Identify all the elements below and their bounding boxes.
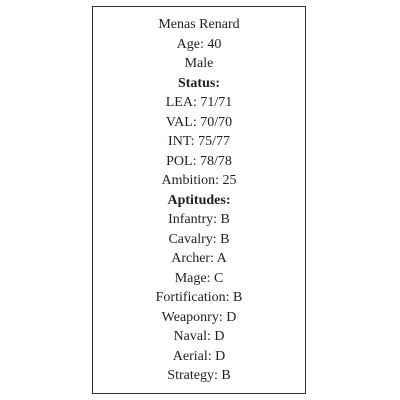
status-ambition: Ambition: 25 — [161, 173, 237, 188]
character-age: Age: 40 — [176, 36, 222, 52]
aptitude-infantry: Infantry: B — [168, 212, 230, 227]
aptitude-archer: Archer: A — [171, 251, 227, 266]
character-gender: Male — [184, 56, 214, 71]
aptitude-aerial: Aerial: D — [172, 348, 226, 364]
status-pol: POL: 78/78 — [166, 153, 232, 169]
aptitude-naval: Naval: D — [173, 329, 225, 344]
character-card — [92, 6, 306, 394]
aptitude-cavalry: Cavalry: B — [168, 231, 230, 247]
aptitude-weaponry: Weaponry: D — [161, 309, 237, 325]
status-val: VAL: 70/70 — [165, 114, 233, 130]
status-lea: LEA: 71/71 — [165, 95, 233, 110]
aptitude-fortification: Fortification: B — [155, 290, 243, 305]
aptitudes-heading: Aptitudes: — [167, 192, 231, 208]
aptitude-mage: Mage: C — [174, 270, 224, 286]
aptitude-strategy: Strategy: B — [167, 368, 231, 383]
character-name: Menas Renard — [158, 17, 240, 32]
status-heading: Status: — [177, 75, 220, 91]
status-int: INT: 75/77 — [168, 134, 230, 149]
